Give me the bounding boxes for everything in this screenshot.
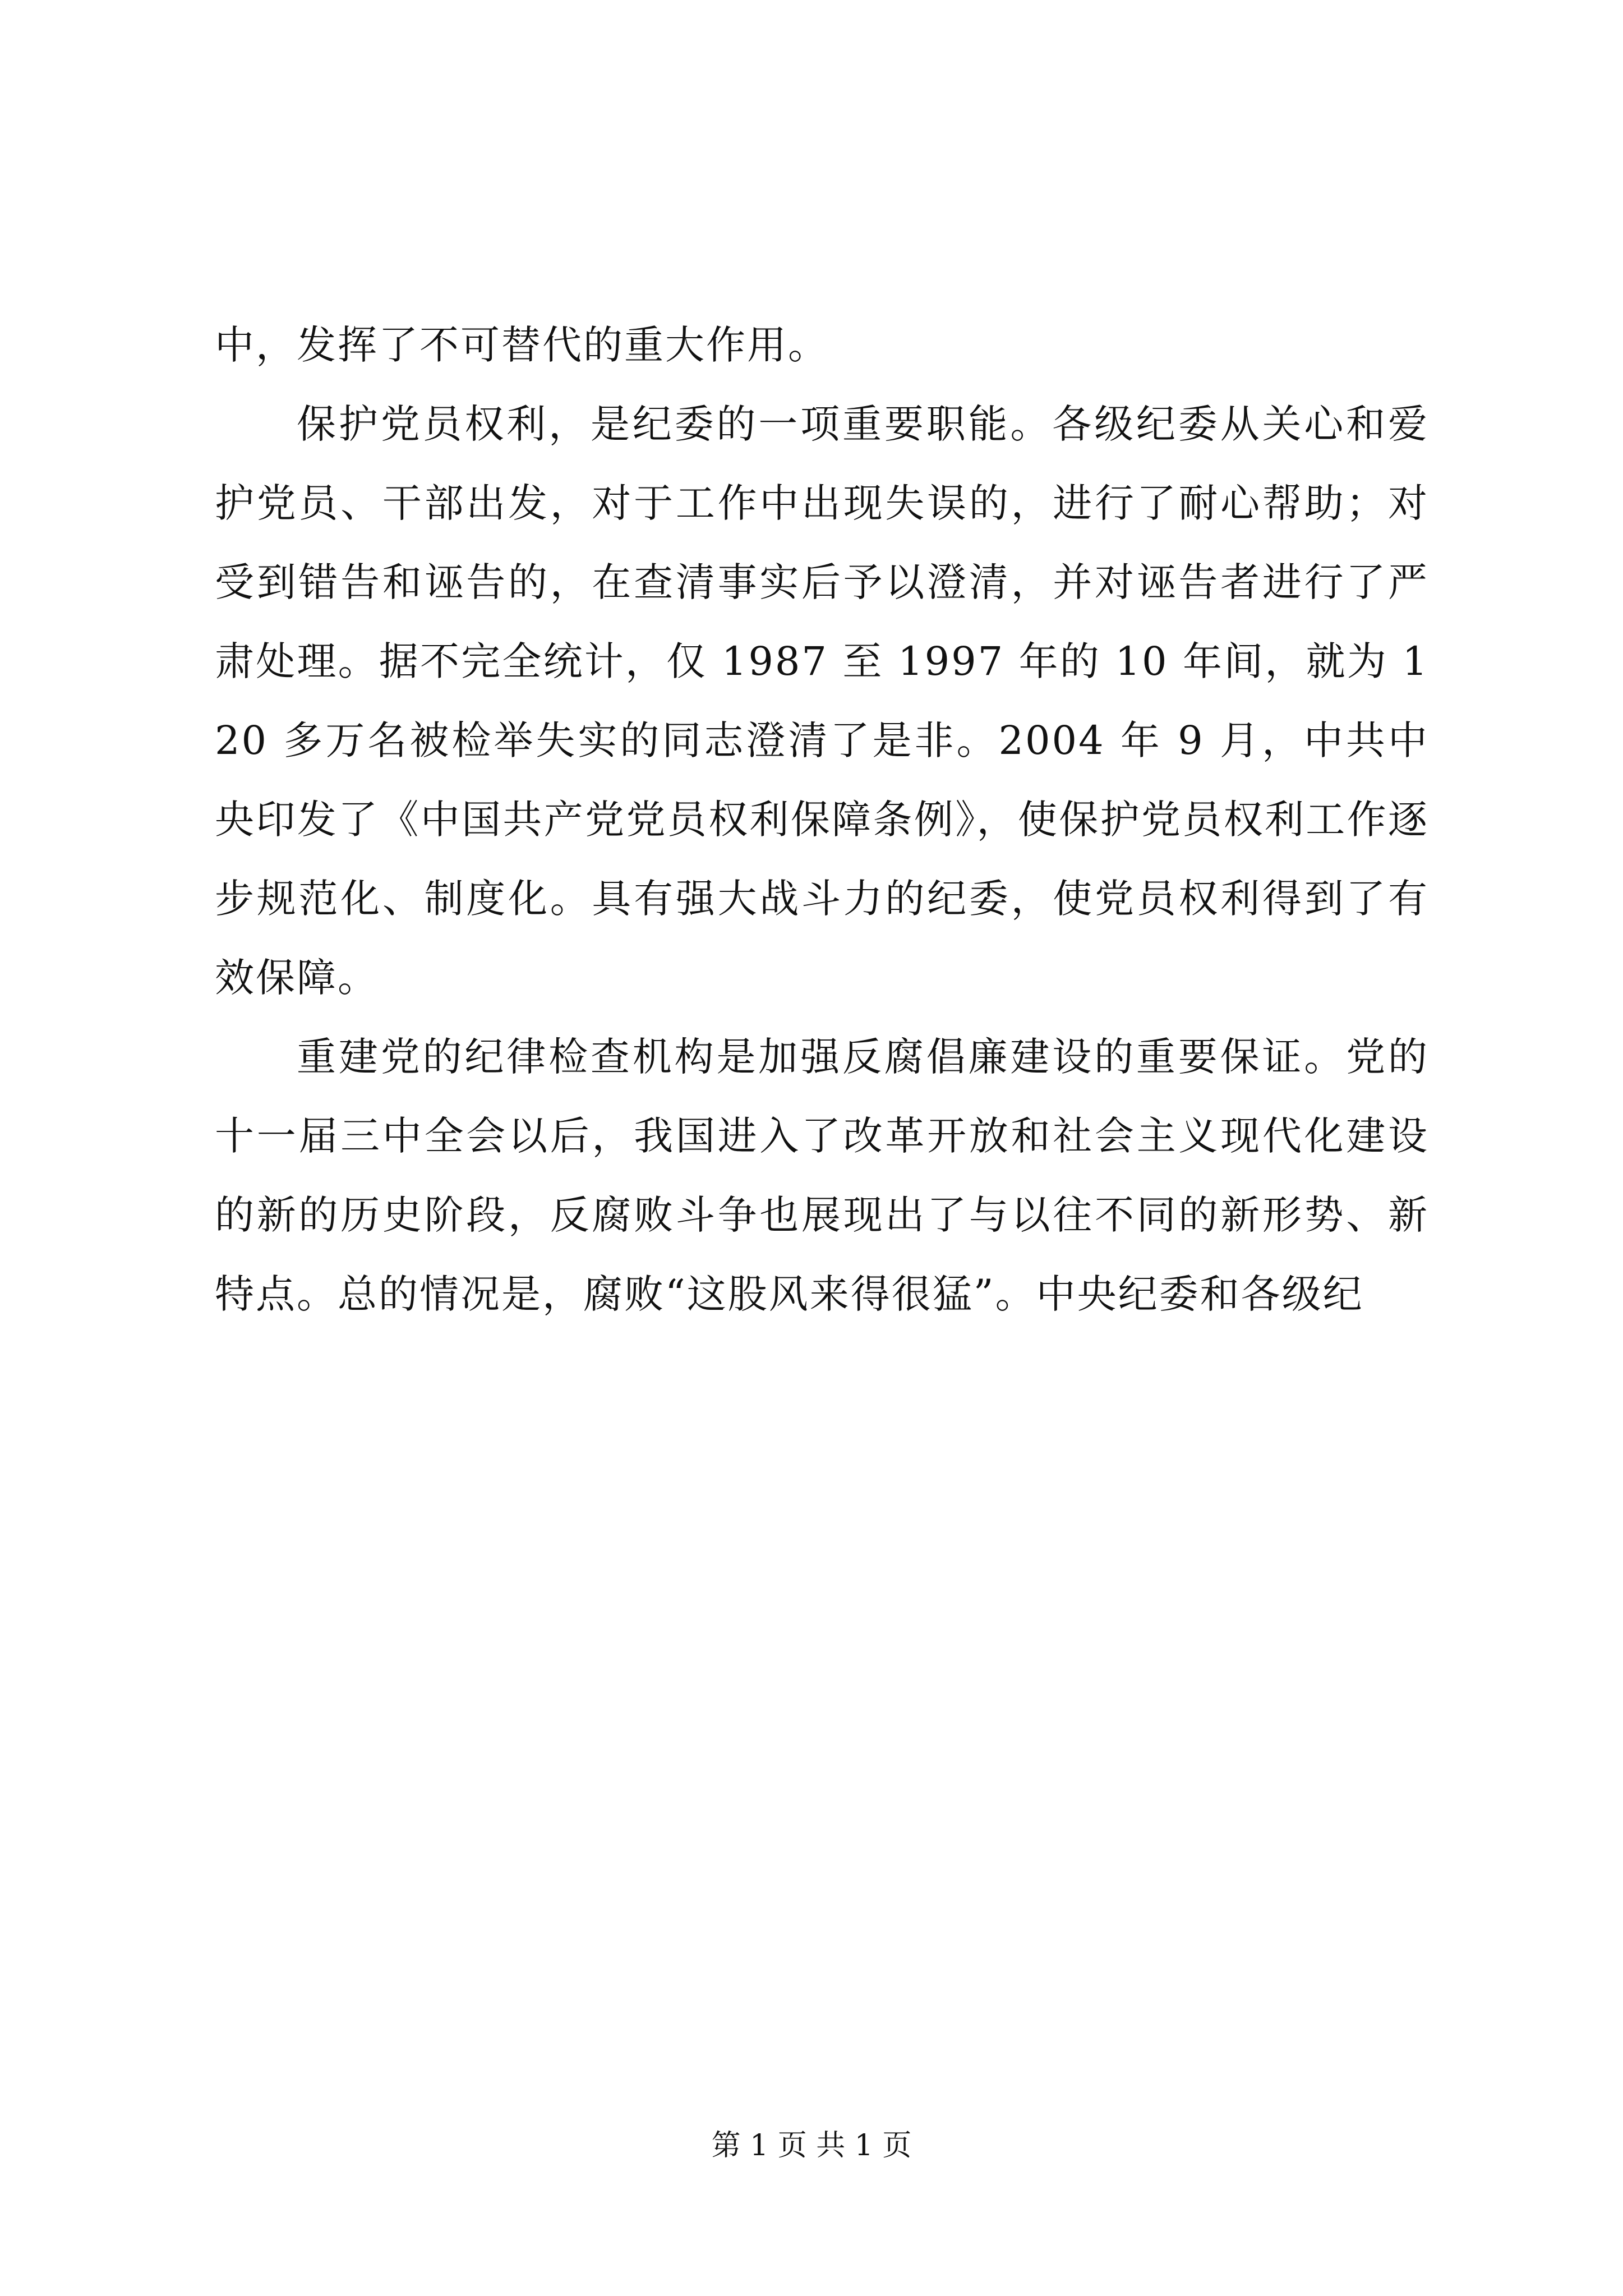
paragraph-2: 保护党员权利，是纪委的一项重要职能。各级纪委从关心和爱护党员、干部出发，对于工作中出现失误的，进行了耐心帮助；对受到错告和诬告的，在查清事实后予以澄清，并对诬告者进行了严肃处理。据不完全统计，仅 1987 至 1997 年的 10 年间，就为 120 多万名被检举失实的同志澄清了是非。2004 年 9 月，中共中央印发了《中国共产党党员权利保障条例》，使保护党员权利工作逐步规范化、制度化。具有强大战斗力的纪委，使党员权利得到了有效保障。 [215, 401, 1429, 1001]
paragraph-1: 中，发挥了不可替代的重大作用。 [215, 322, 829, 368]
page-footer: 第 1 页 共 1 页 [711, 2129, 912, 2162]
document-body [215, 306, 1429, 1334]
paragraph-3: 重建党的纪律检查机构是加强反腐倡廉建设的重要保证。党的十一届三中全会以后，我国进入了改革开放和社会主义现代化建设的新的历史阶段，反腐败斗争也展现出了与以往不同的新形势、新特点。总的情况是，腐败“这股风来得很猛”。中央纪委和各级纪 [215, 1034, 1429, 1317]
